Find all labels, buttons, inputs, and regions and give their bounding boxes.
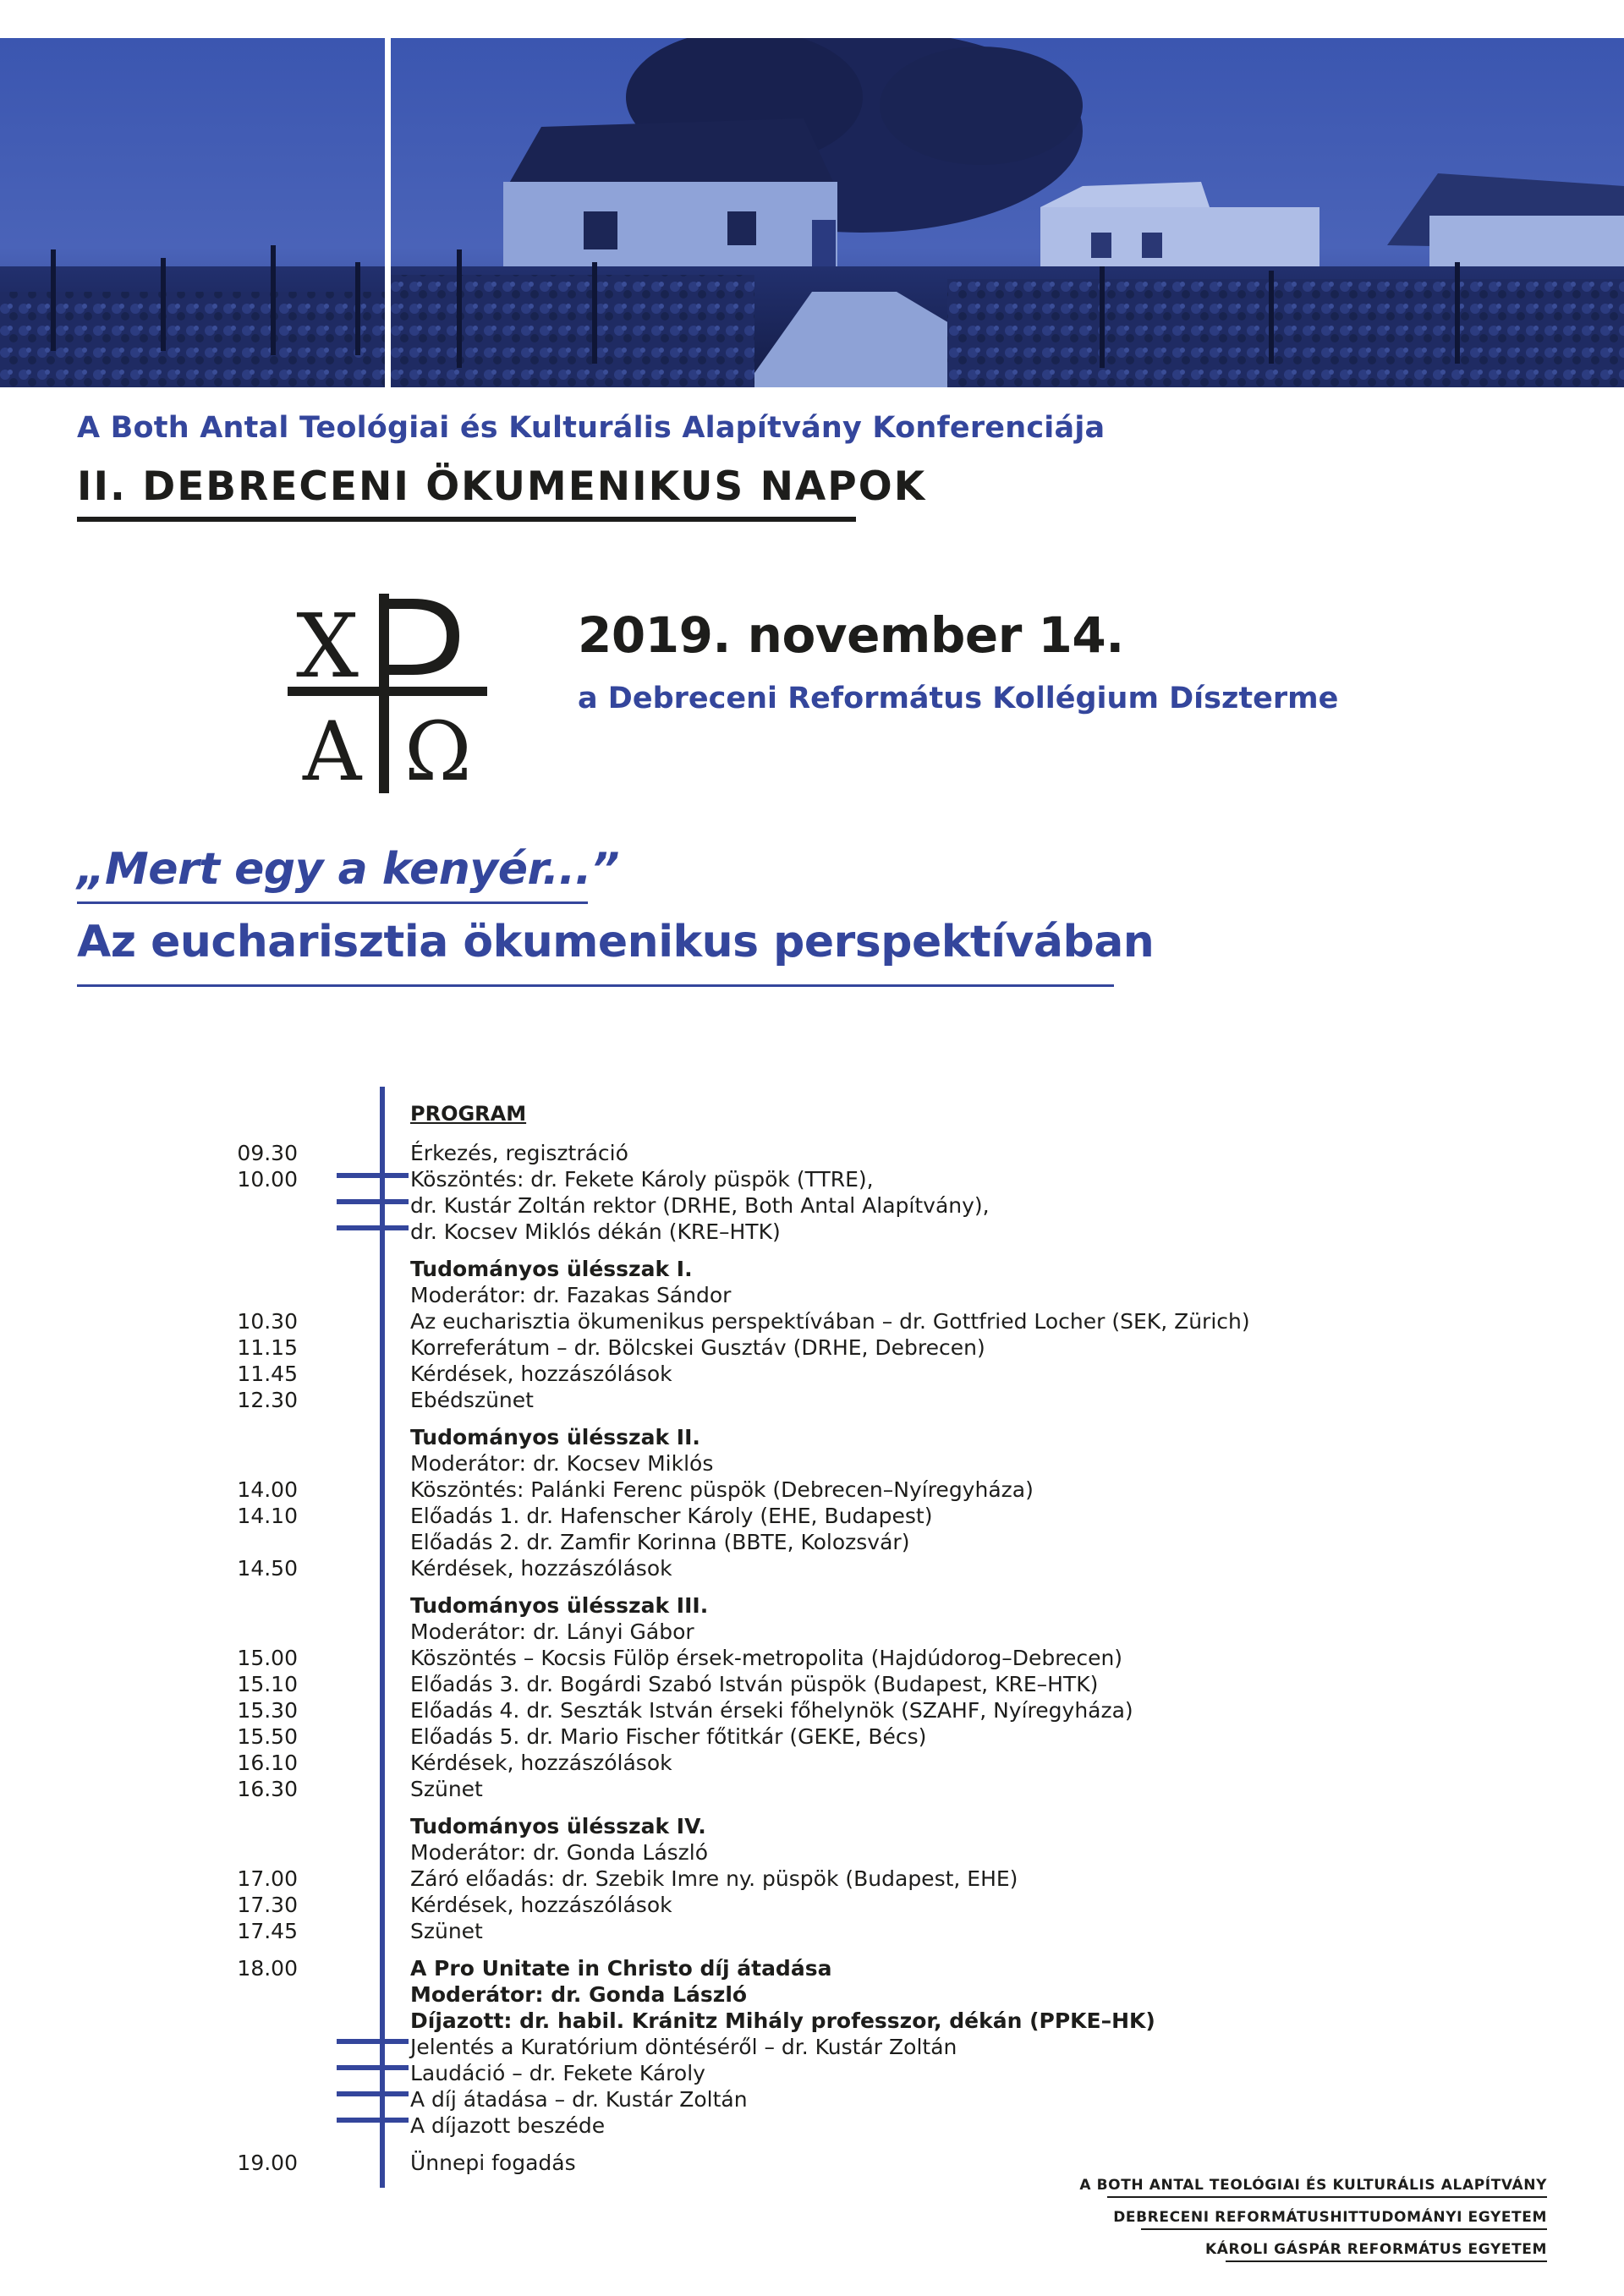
chi-rho-icon: [286, 592, 489, 795]
program-item: Szünet: [410, 1777, 483, 1801]
timeline-tick: [337, 1173, 409, 1178]
organizer-underline: [1226, 2260, 1547, 2262]
organizer-underline: [1141, 2228, 1547, 2230]
program-time: 14.00: [237, 1477, 298, 1502]
program-item: Ebédszünet: [410, 1388, 534, 1412]
program-section-title: Tudományos ülésszak IV.: [410, 1814, 706, 1838]
program-item: Kérdések, hozzászólások: [410, 1893, 672, 1917]
program-item: Köszöntés – Kocsis Fülöp érsek-metropolita (Hajdúdorog–Debrecen): [410, 1646, 1123, 1670]
program-item: Köszöntés: Palánki Ferenc püspök (Debrecen–Nyíregyháza): [410, 1477, 1034, 1502]
program-time: 16.30: [237, 1777, 298, 1801]
program-item: Ünnepi fogadás: [410, 2151, 576, 2175]
program-time: 15.50: [237, 1724, 298, 1749]
program-section-title: Tudományos ülésszak III.: [410, 1593, 709, 1618]
chi-letter: Χ: [296, 595, 359, 698]
theme-title: Az eucharisztia ökumenikus perspektívában: [77, 917, 1155, 967]
organizer-drhe: DEBRECENI REFORMÁTUSHITTUDOMÁNYI EGYETEM: [1113, 2209, 1547, 2226]
conference-subtitle: A Both Antal Teológiai és Kulturális Alapítvány Konferenciája: [77, 411, 1106, 445]
program-item: Előadás 1. dr. Hafenscher Károly (EHE, Budapest): [410, 1504, 933, 1528]
timeline-tick: [337, 1225, 409, 1230]
program-time: 15.00: [237, 1646, 298, 1670]
program-section-title: Tudományos ülésszak I.: [410, 1257, 693, 1281]
timeline-tick: [337, 2065, 409, 2070]
program-item: Moderátor: dr. Fazakas Sándor: [410, 1283, 732, 1307]
program-section-title: Tudományos ülésszak II.: [410, 1425, 700, 1449]
program-item: dr. Kustár Zoltán rektor (DRHE, Both Antal Alapítvány),: [410, 1193, 990, 1218]
program-item: Érkezés, regisztráció: [410, 1141, 628, 1165]
program-item: dr. Kocsev Miklós dékán (KRE–HTK): [410, 1219, 781, 1244]
program-item: Moderátor: dr. Lányi Gábor: [410, 1619, 694, 1644]
program-time: 10.00: [237, 1167, 298, 1192]
event-date: 2019. november 14.: [578, 606, 1124, 664]
program-time: 14.10: [237, 1504, 298, 1528]
program-time: 17.45: [237, 1919, 298, 1943]
alpha-letter: Α: [303, 704, 362, 795]
program-item: Köszöntés: dr. Fekete Károly püspök (TTRE),: [410, 1167, 874, 1192]
organizer-kre: KÁROLI GÁSPÁR REFORMÁTUS EGYETEM: [1205, 2241, 1547, 2258]
program-item: Kérdések, hozzászólások: [410, 1556, 672, 1581]
program-timeline: [380, 1087, 385, 2188]
program-item: Előadás 3. dr. Bogárdi Szabó István püspök (Budapest, KRE–HTK): [410, 1672, 1099, 1696]
program-item: Előadás 5. dr. Mario Fischer főtitkár (GEKE, Bécs): [410, 1724, 927, 1749]
program-time: 10.30: [237, 1309, 298, 1334]
theme-quote: „Mert egy a kenyér...”: [77, 844, 619, 895]
program-item: A díj átadása – dr. Kustár Zoltán: [410, 2087, 748, 2112]
title-underline: [77, 517, 856, 522]
event-venue: a Debreceni Református Kollégium Díszterme: [578, 682, 1339, 715]
program-time: 14.50: [237, 1556, 298, 1581]
program-item: Kérdések, hozzászólások: [410, 1751, 672, 1775]
conference-title: II. DEBRECENI ÖKUMENIKUS NAPOK: [77, 463, 927, 510]
timeline-tick: [337, 2118, 409, 2123]
omega-letter: Ω: [404, 704, 472, 795]
theme-underline: [77, 984, 1114, 987]
program-time: 19.00: [237, 2151, 298, 2175]
program-item: Laudáció – dr. Fekete Károly: [410, 2061, 705, 2085]
program-item: Kérdések, hozzászólások: [410, 1362, 672, 1386]
header-photo: [0, 38, 1624, 387]
program-time: 11.45: [237, 1362, 298, 1386]
program-item: Jelentés a Kuratórium döntéséről – dr. Kustár Zoltán: [410, 2035, 957, 2059]
program-time: 15.30: [237, 1698, 298, 1723]
program-time: 11.15: [237, 1335, 298, 1360]
program-item: Előadás 2. dr. Zamfir Korinna (BBTE, Kolozsvár): [410, 1530, 910, 1554]
timeline-tick: [337, 2039, 409, 2044]
program-section-title: Moderátor: dr. Gonda László: [410, 1982, 748, 2007]
program-item: Moderátor: dr. Gonda László: [410, 1840, 709, 1865]
program-section-title: A Pro Unitate in Christo díj átadása: [410, 1956, 832, 1981]
program-time: 12.30: [237, 1388, 298, 1412]
program-time: 18.00: [237, 1956, 298, 1981]
program-item: Moderátor: dr. Kocsev Miklós: [410, 1451, 714, 1476]
program-time: 17.30: [237, 1893, 298, 1917]
program-item: A díjazott beszéde: [410, 2113, 606, 2138]
program-item: Az eucharisztia ökumenikus perspektívában – dr. Gottfried Locher (SEK, Zürich): [410, 1309, 1250, 1334]
organizer-underline: [1107, 2196, 1547, 2198]
program-item: Előadás 4. dr. Seszták István érseki főhelynök (SZAHF, Nyíregyháza): [410, 1698, 1133, 1723]
program-item: Korreferátum – dr. Bölcskei Gusztáv (DRHE, Debrecen): [410, 1335, 985, 1360]
organizer-foundation: A BOTH ANTAL TEOLÓGIAI ÉS KULTURÁLIS ALAPÍTVÁNY: [1079, 2177, 1547, 2194]
photo-divider: [385, 38, 391, 387]
quote-underline: [77, 901, 588, 904]
program-item: Szünet: [410, 1919, 483, 1943]
program-time: 17.00: [237, 1866, 298, 1891]
timeline-tick: [337, 2091, 409, 2096]
program-time: 16.10: [237, 1751, 298, 1775]
timeline-tick: [337, 1199, 409, 1204]
program-time: 09.30: [237, 1141, 298, 1165]
program-heading: PROGRAM: [410, 1102, 527, 1126]
program-item: Záró előadás: dr. Szebik Imre ny. püspök (Budapest, EHE): [410, 1866, 1018, 1891]
program-time: 15.10: [237, 1672, 298, 1696]
program-section-title: Díjazott: dr. habil. Kránitz Mihály professzor, dékán (PPKE–HK): [410, 2008, 1155, 2033]
